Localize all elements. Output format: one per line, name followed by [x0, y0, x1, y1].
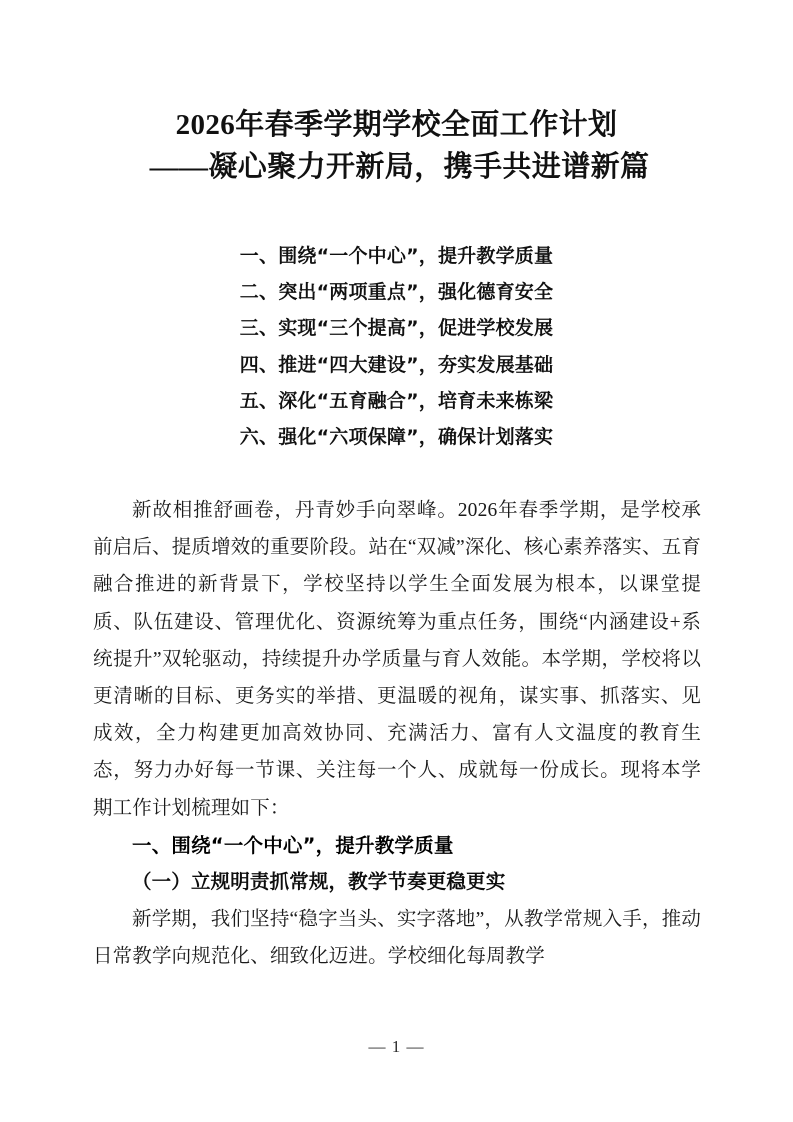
- title-main-line: 2026年春季学期学校全面工作计划: [175, 109, 618, 141]
- section-heading-1: 一、围绕“一个中心”，提升教学质量: [132, 833, 454, 857]
- title-subtitle-line: ——凝心聚力开新局，携手共进谱新篇: [149, 151, 650, 183]
- outline-item-2: 二、突出“两项重点”，强化德育安全: [239, 281, 554, 304]
- subsection-paragraph: 新学期，我们坚持“稳字当头、实字落地”，从教学常规入手，推动日常教学向规范化、细致化迈进。学校细化每周教学: [93, 909, 701, 968]
- document-body: [93, 492, 701, 976]
- outline-item-3: 三、实现“三个提高”，促进学校发展: [239, 317, 554, 340]
- outline-list: [0, 238, 793, 455]
- intro-paragraph: 新故相推舒画卷，丹青妙手向翠峰。2026年春季学期，是学校承前启后、提质增效的重要阶段。站在“双减”深化、核心素养落实、五育融合推进的新背景下，学校坚持以学生全面发展为根本，以课堂提质、队伍建设、管理优化、资源统筹为重点任务，围绕“内涵建设+系统提升”双轮驱动，持续提升办学质量与育人效能。本学期，学校将以更清晰的目标、更务实的举措、更温暖的视角，谋实事、抓落实、见成效，全力构建更加高效协同、充满活力、富有人文温度的教育生态，努力办好每一节课、关注每一个人、成就每一份成长。现将本学期工作计划梳理如下：: [93, 500, 701, 819]
- outline-item-4: 四、推进“四大建设”，夯实发展基础: [239, 353, 554, 376]
- outline-item-1: 一、围绕“一个中心”，提升教学质量: [239, 245, 554, 267]
- page-number: — 1 —: [368, 1037, 425, 1056]
- outline-item-5: 五、深化“五育融合”，培育未来栋梁: [239, 389, 554, 412]
- subsection-heading-1-1: （一）立规明责抓常规，教学节奏更稳更实: [132, 872, 506, 894]
- page-title: [0, 104, 793, 188]
- outline-item-6: 六、强化“六项保障”，确保计划落实: [239, 426, 554, 449]
